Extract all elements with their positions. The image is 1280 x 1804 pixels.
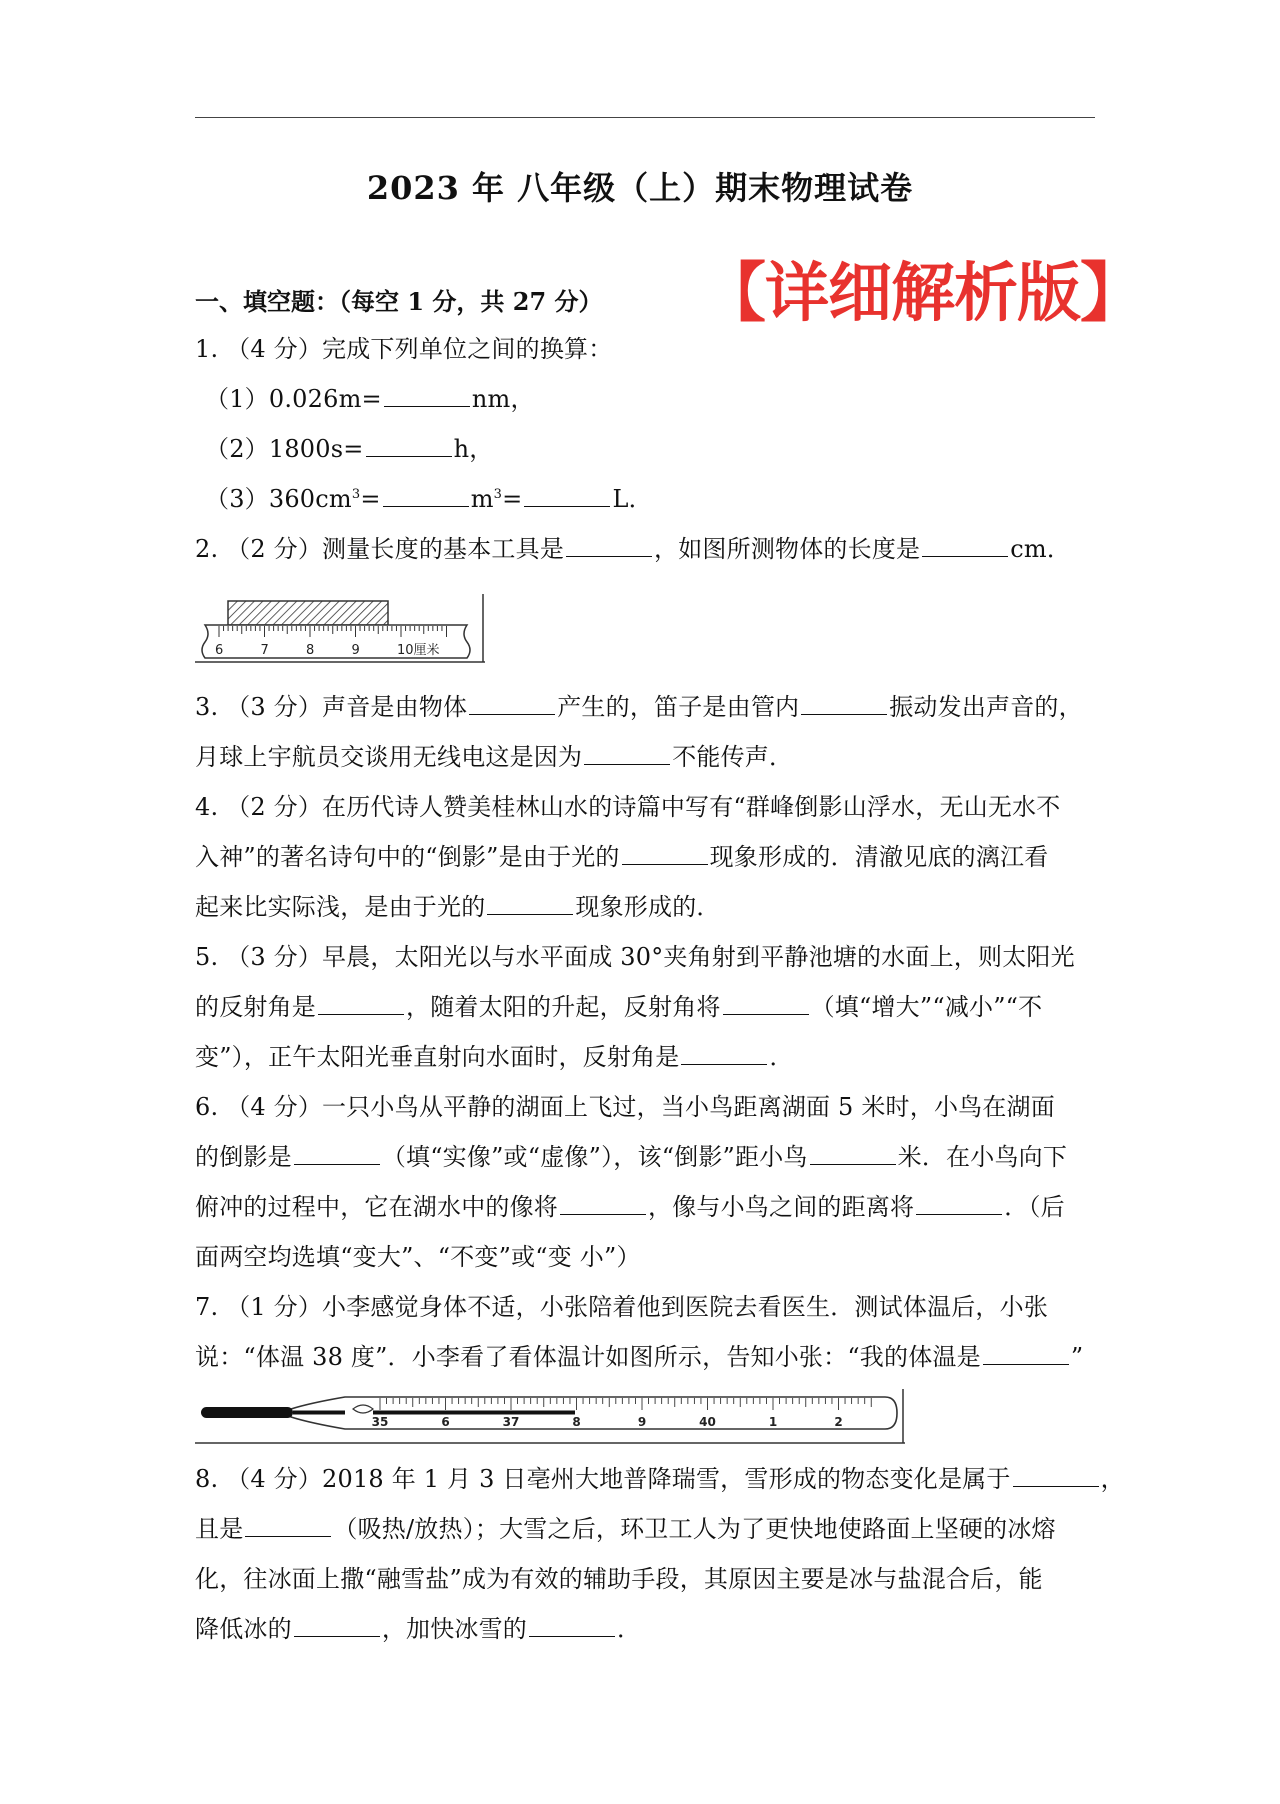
q8-text-f: ，加快冰雪的	[381, 1615, 528, 1643]
question-8-line-1	[195, 1462, 1125, 1496]
question-4-line-3	[195, 890, 1100, 924]
answer-blank	[383, 484, 469, 507]
question-5-line-2	[195, 990, 1100, 1024]
answer-blank	[983, 1342, 1069, 1365]
detailed-analysis-stamp: 【详细解析版】	[702, 257, 1143, 331]
q1-part3-text-a: （3）360cm	[205, 485, 352, 513]
ruler-label: 8	[306, 643, 315, 658]
answer-blank	[245, 1514, 331, 1537]
q2-text-b: ，如图所测物体的长度是	[654, 535, 921, 563]
question-7-line-1: 7. （1 分）小李感觉身体不适，小张陪着他到医院去看医生．测试体温后，小张	[195, 1293, 1049, 1321]
question-6-line-3	[195, 1190, 1100, 1224]
question-7-line-2	[195, 1340, 1100, 1374]
thermometer-label: 35	[371, 1415, 389, 1429]
ruler-label: 6	[215, 643, 224, 658]
q4-text-b: 现象形成的．清澈见底的漓江看	[709, 843, 1049, 871]
q2-text-a: 2. （2 分）测量长度的基本工具是	[195, 535, 565, 563]
q1-part3-unit-l: L．	[612, 485, 653, 513]
q3-text-a: 3. （3 分）声音是由物体	[195, 693, 468, 721]
question-8-line-3: 化，往冰面上撒“融雪盐”成为有效的辅助手段，其原因主要是冰与盐混合后，能	[195, 1565, 1043, 1593]
question-4-line-1: 4. （2 分）在历代诗人赞美桂林山水的诗篇中写有“群峰倒影山浮水，无山无水不	[195, 793, 1061, 821]
q5-text-b: ，随着太阳的升起，反射角将	[406, 993, 721, 1021]
answer-blank	[922, 534, 1008, 557]
q8-text-a: 8. （4 分）2018 年 1 月 3 日亳州大地普降瑞雪，雪形成的物态变化是属于	[195, 1465, 1011, 1493]
q3-text-b: 产生的，笛子是由管内	[557, 693, 800, 721]
thermometer-label: 2	[834, 1415, 843, 1429]
q8-text-g: ．	[617, 1615, 642, 1643]
q7-text-b: ”	[1070, 1343, 1084, 1371]
question-8-line-2	[195, 1512, 1100, 1546]
thermometer-label: 8	[572, 1415, 581, 1429]
answer-blank	[318, 992, 404, 1015]
answer-blank	[916, 1192, 1002, 1215]
question-1-part-1	[205, 382, 1110, 416]
q4-text-c: 起来比实际浅，是由于光的	[195, 893, 486, 921]
section-heading: 一、填空题：（每空 1 分，共 27 分）	[195, 287, 603, 316]
q3-text-d: 月球上宇航员交谈用无线电这是因为	[195, 743, 583, 771]
q6-text-b: （填“实像”或“虚像”），该“倒影”距小鸟	[381, 1143, 808, 1171]
answer-blank	[487, 892, 573, 915]
thermometer-label: 1	[768, 1415, 778, 1429]
answer-blank	[801, 692, 887, 715]
page-title: 2023 年 八年级（上）期末物理试卷	[366, 169, 914, 207]
q6-text-f: ．（后	[1004, 1193, 1065, 1221]
q5-text-c: （填“增大”“减小”“不	[810, 993, 1043, 1021]
q8-text-d: （吸热/放热）；大雪之后，环卫工人为了更快地使路面上坚硬的冰熔	[333, 1515, 1056, 1543]
question-6-line-2	[195, 1140, 1100, 1174]
thermometer-figure	[195, 1387, 905, 1445]
question-5-line-3	[195, 1040, 1100, 1074]
q3-text-c: 振动发出声音的，	[889, 693, 1083, 721]
q3-text-e: 不能传声．	[672, 743, 794, 771]
q5-text-a: 的反射角是	[195, 993, 316, 1021]
q8-text-e: 降低冰的	[195, 1615, 292, 1643]
answer-blank	[294, 1614, 380, 1637]
q2-text-c: cm．	[1010, 535, 1072, 563]
measured-object	[228, 601, 388, 625]
question-3-line-1	[195, 690, 1100, 724]
question-5-line-1: 5. （3 分）早晨，太阳光以与水平面成 30°夹角射到平静池塘的水面上，则太阳光	[195, 943, 1075, 971]
q4-text-a: 入神”的著名诗句中的“倒影”是由于光的	[195, 843, 620, 871]
q5-text-e: ．	[769, 1043, 794, 1071]
question-6-line-4: 面两空均选填“变大”、“不变”或“变 小”）	[195, 1243, 641, 1271]
q4-text-d: 现象形成的．	[575, 893, 721, 921]
q6-text-e: ，像与小鸟之间的距离将	[648, 1193, 915, 1221]
answer-blank	[723, 992, 809, 1015]
answer-blank	[622, 842, 708, 865]
q1-part3-unit-m: m	[470, 485, 494, 513]
thermometer-label: 37	[502, 1415, 520, 1429]
answer-blank	[566, 534, 652, 557]
answer-blank	[560, 1192, 646, 1215]
question-4-line-2	[195, 840, 1100, 874]
header-rule	[195, 117, 1095, 118]
ruler-figure	[195, 592, 485, 664]
question-2	[195, 532, 1100, 566]
question-3-line-2	[195, 740, 1100, 774]
question-1-part-3	[205, 482, 1110, 516]
answer-blank	[366, 434, 452, 457]
answer-blank	[469, 692, 555, 715]
q1-part3-equals-1: =	[360, 485, 381, 513]
q8-text-c: 且是	[195, 1515, 244, 1543]
answer-blank	[524, 484, 610, 507]
answer-blank	[1013, 1464, 1099, 1487]
question-8-line-4	[195, 1612, 1100, 1646]
ruler-label: 7	[260, 643, 269, 658]
q1-part3-equals-2: =	[502, 485, 523, 513]
question-6-line-1: 6. （4 分）一只小鸟从平静的湖面上飞过，当小鸟距离湖面 5 米时，小鸟在湖面	[195, 1093, 1055, 1121]
thermometer-label: 40	[699, 1415, 716, 1429]
thermometer-label: 9	[637, 1415, 647, 1429]
answer-blank	[529, 1614, 615, 1637]
q6-text-d: 俯冲的过程中，它在湖水中的像将	[195, 1193, 558, 1221]
answer-blank	[294, 1142, 380, 1165]
mercury-bulb	[201, 1407, 293, 1418]
q1-part2-text-a: （2）1800s=	[205, 435, 364, 463]
q1-part1-text-a: （1）0.026m=	[205, 385, 382, 413]
ruler-label: 9	[351, 643, 360, 658]
answer-blank	[681, 1042, 767, 1065]
answer-blank	[810, 1142, 896, 1165]
question-1-stem: 1. （4 分）完成下列单位之间的换算：	[195, 335, 613, 363]
question-1-part-2	[205, 432, 1110, 466]
q1-part1-text-b: nm，	[471, 385, 535, 413]
answer-blank	[384, 384, 470, 407]
q8-text-b: ，	[1100, 1465, 1125, 1493]
superscript-3: 3	[493, 487, 503, 502]
thermometer-label: 6	[441, 1415, 450, 1429]
q6-text-a: 的倒影是	[195, 1143, 292, 1171]
superscript-3: 3	[351, 487, 361, 502]
q7-text-a: 说：“体温 38 度”．小李看了看体温计如图所示，告知小张：“我的体温是	[195, 1343, 981, 1371]
ruler-label: 10厘米	[397, 643, 440, 658]
answer-blank	[584, 742, 670, 765]
q6-text-c: 米．在小鸟向下	[897, 1143, 1068, 1171]
q1-part2-text-b: h，	[453, 435, 494, 463]
q5-text-d: 变”），正午太阳光垂直射向水面时，反射角是	[195, 1043, 680, 1071]
